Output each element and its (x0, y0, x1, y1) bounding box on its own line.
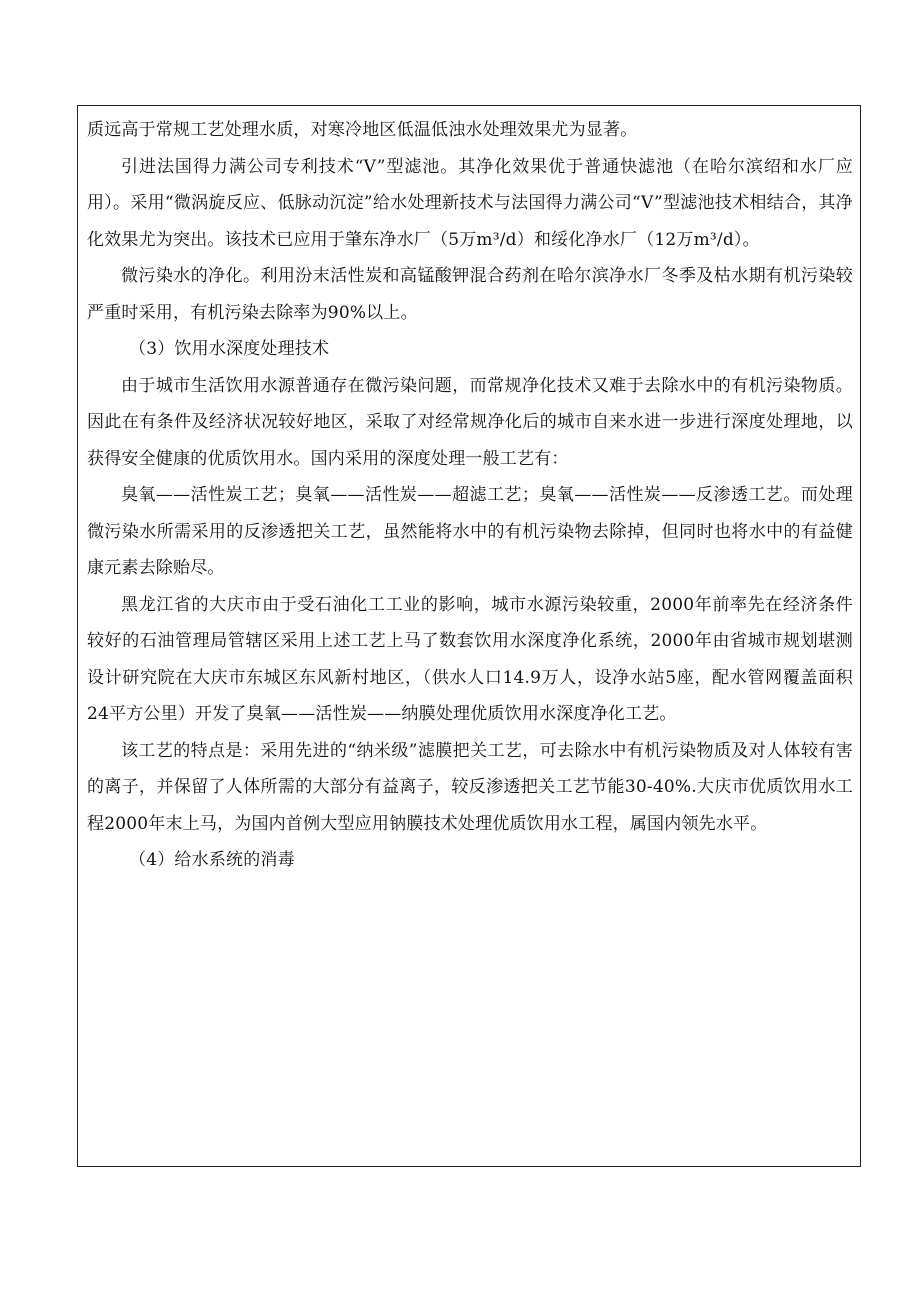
paragraph-6: 黑龙江省的大庆市由于受石油化工工业的影响，城市水源污染较重，2000年前率先在经济条件较好的石油管理局管辖区采用上述工艺上马了数套饮用水深度净化系统，2000年由省城市规划堪测设计研究院在大庆市东城区东风新村地区，（供水人口14.9万人，设净水站5座，配水管网覆盖面积24平方公里）开发了臭氧——活性炭——纳膜处理优质饮用水深度净化工艺。 (87, 594, 853, 724)
paragraph-3: 微污染水的净化。利用汾末活性炭和高锰酸钾混合药剂在哈尔滨净水厂冬季及枯水期有机污染较严重时采用，有机污染去除率为90%以上。 (87, 266, 853, 323)
section-heading-4: （4）给水系统的消毒 (129, 850, 295, 870)
paragraph-4: 由于城市生活饮用水源普通存在微污染问题，而常规净化技术又难于去除水中的有机污染物质。因此在有条件及经济状况较好地区，采取了对经常规净化后的城市自来水进一步进行深度处理地，以获得安全健康的优质饮用水。国内采用的深度处理一般工艺有： (87, 375, 853, 469)
paragraph-2: 引进法国得力满公司专利技术“V”型滤池。其净化效果优于普通快滤池（在哈尔滨绍和水厂应用）。采用“微涡旋反应、低脉动沉淀”给水处理新技术与法国得力满公司“V”型滤池技术相结合，其净化效果尤为突出。该技术已应用于肇东净水厂（5万m³/d）和绥化净水厂（12万m³/d）。 (87, 156, 853, 250)
document-body (87, 112, 853, 879)
section-heading-3: （3）饮用水深度处理技术 (129, 339, 330, 359)
paragraph-5: 臭氧——活性炭工艺；臭氧——活性炭——超滤工艺；臭氧——活性炭——反渗透工艺。而处理微污染水所需采用的反渗透把关工艺，虽然能将水中的有机污染物去除掉，但同时也将水中的有益健康元素去除贻尽。 (87, 485, 853, 578)
paragraph-1: 质远高于常规工艺处理水质，对寒冷地区低温低浊水处理效果尤为显著。 (87, 120, 638, 140)
paragraph-7: 该工艺的特点是：采用先进的“纳米级”滤膜把关工艺，可去除水中有机污染物质及对人体较有害的离子，并保留了人体所需的大部分有益离子，较反渗透把关工艺节能30-40%.大庆市优质饮用水工程2000年末上马，为国内首例大型应用钠膜技术处理优质饮用水工程，属国内领先水平。 (87, 740, 853, 834)
